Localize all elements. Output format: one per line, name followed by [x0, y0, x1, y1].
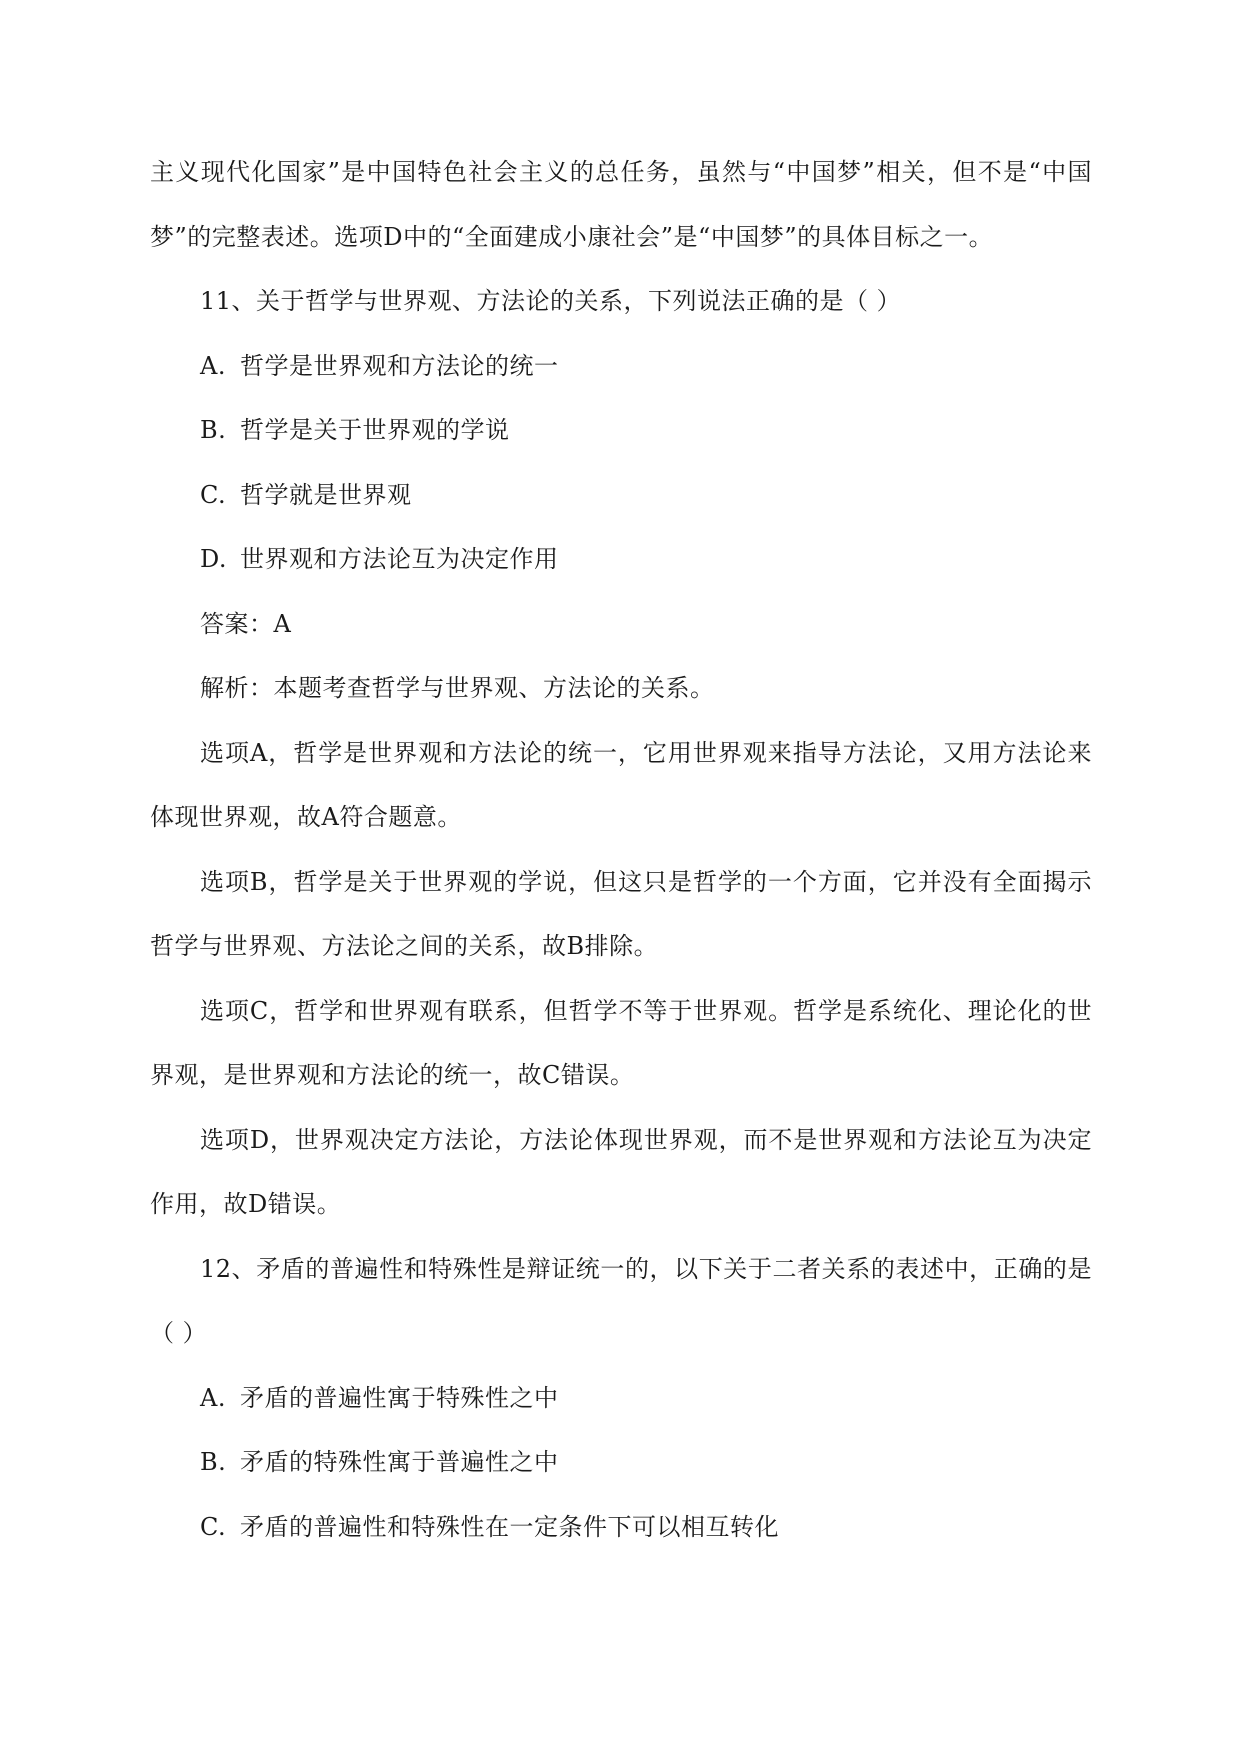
option-text: 矛盾的特殊性寓于普遍性之中 [240, 1448, 559, 1476]
option-text: 矛盾的普遍性寓于特殊性之中 [240, 1383, 559, 1412]
intro-paragraph: 主义现代化国家”是中国特色社会主义的总任务，虽然与“中国梦”相关，但不是“中国梦”的完整表述。选项D中的“全面建成小康社会”是“中国梦”的具体目标之一。 [150, 158, 1092, 251]
option-letter: B. [200, 416, 227, 444]
q11-explanation-c: 选项C，哲学和世界观有联系，但哲学不等于世界观。哲学是系统化、理论化的世界观，是世界观和方法论的统一，故C错误。 [150, 996, 1092, 1089]
q11-analysis: 解析：本题考查哲学与世界观、方法论的关系。 [200, 674, 715, 702]
option-text: 世界观和方法论互为决定作用 [240, 545, 559, 573]
q11-option-b [150, 398, 1092, 463]
q12-option-c [150, 1495, 1092, 1560]
q11-explanation-a: 选项A，哲学是世界观和方法论的统一，它用世界观来指导方法论，又用方法论来体现世界观，故A符合题意。 [150, 738, 1092, 831]
option-text: 哲学就是世界观 [240, 480, 412, 509]
option-letter: D. [200, 545, 228, 573]
option-text: 哲学是世界观和方法论的统一 [240, 351, 559, 380]
option-letter: A. [200, 1383, 226, 1412]
option-letter: B. [200, 1448, 227, 1476]
q11-option-a [150, 334, 1092, 399]
option-letter: C. [200, 480, 227, 509]
q11-explanation-b: 选项B，哲学是关于世界观的学说，但这只是哲学的一个方面，它并没有全面揭示哲学与世界观、方法论之间的关系，故B排除。 [150, 867, 1092, 960]
option-letter: A. [200, 351, 226, 380]
q12-option-a [150, 1366, 1092, 1431]
q11-explanation-d: 选项D，世界观决定方法论，方法论体现世界观，而不是世界观和方法论互为决定作用，故D错误。 [150, 1125, 1092, 1218]
q11-option-d [150, 527, 1092, 592]
document-body [150, 140, 1092, 1559]
option-letter: C. [200, 1512, 227, 1541]
q11-answer: 答案：A [200, 609, 292, 638]
question-11: 11、关于哲学与世界观、方法论的关系，下列说法正确的是（ ） [200, 287, 902, 315]
option-text: 矛盾的普遍性和特殊性在一定条件下可以相互转化 [240, 1512, 779, 1541]
q11-option-c [150, 463, 1092, 528]
option-text: 哲学是关于世界观的学说 [240, 416, 510, 444]
q12-option-b [150, 1430, 1092, 1495]
question-12: 12、矛盾的普遍性和特殊性是辩证统一的，以下关于二者关系的表述中，正确的是（ ） [150, 1254, 1092, 1347]
